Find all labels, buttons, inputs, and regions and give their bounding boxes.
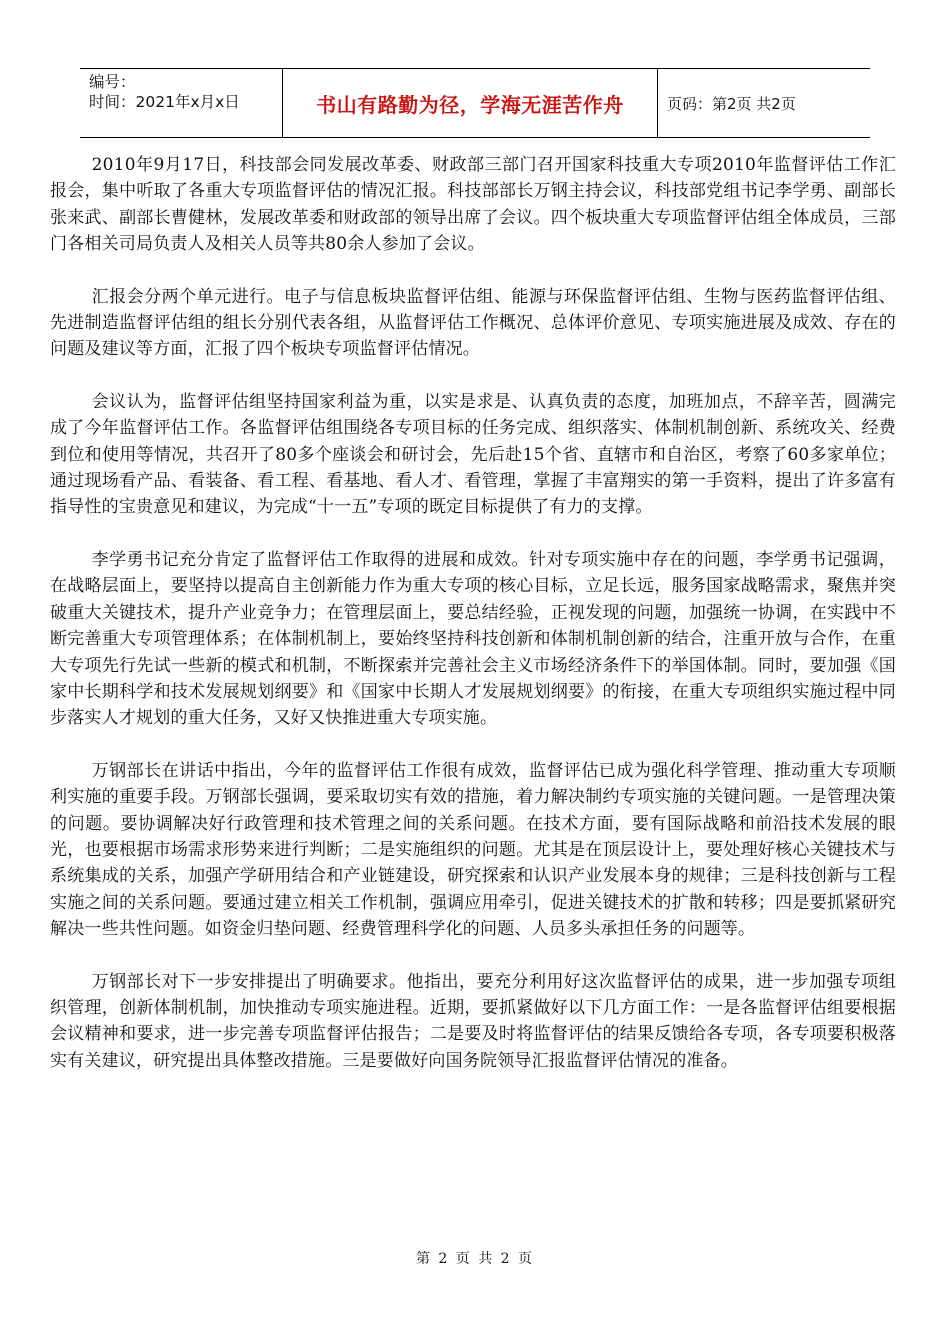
paragraph: 万钢部长在讲话中指出，今年的监督评估工作很有成效，监督评估已成为强化科学管理、推动重大专项顺利实施的重要手段。万钢部长强调，要采取切实有效的措施，着力解决制约专项实施的关键问题。一是管理决策的问题。要协调解决好行政管理和技术管理之间的关系问题。在技术方面，要有国际战略和前沿技术发展的眼光，也要根据市场需求形势来进行判断；二是实施组织的问题。尤其是在顶层设计上，要处理好核心关键技术与系统集成的关系，加强产学研用结合和产业链建设，研究探索和认识产业发展本身的规律；三是科技创新与工程实施之间的关系问题。要通过建立相关工作机制，强调应用牵引，促进关键技术的扩散和转移；四是要抓紧研究解决一些共性问题。如资金归垫问题、经费管理科学化的问题、人员多头承担任务的问题等。 [50, 760, 896, 940]
paragraph: 2010年9月17日，科技部会同发展改革委、财政部三部门召开国家科技重大专项2010年监督评估工作汇报会，集中听取了各重大专项监督评估的情况汇报。科技部部长万钢主持会议，科技部党组书记李学勇、副部长张来武、副部长曹健林，发展改革委和财政部的领导出席了会议。四个板块重大专项监督评估组全体成员，三部门各相关司局负责人及相关人员等共80余人参加了会议。 [50, 155, 896, 255]
page-footer: 第 2 页 共 2 页 [415, 1251, 535, 1267]
document-date: 时间：2021年x月x日 [89, 93, 240, 111]
paragraph: 会议认为，监督评估组坚持国家利益为重，以实是求是、认真负责的态度，加班加点，不辞辛苦，圆满完成了今年监督评估工作。各监督评估组围绕各专项目标的任务完成、组织落实、体制机制创新、系统攻关、经费到位和使用等情况，共召开了80多个座谈会和研讨会，先后赴15个省、直辖市和自治区，考察了60多家单位；通过现场看产品、看装备、看工程、看基地、看人才、看管理，掌握了丰富翔实的第一手资料，提出了许多富有指导性的宝贵意见和建议，为完成“十一五”专项的既定目标提供了有力的支撑。 [50, 391, 896, 518]
document-body [50, 152, 896, 1100]
paragraph: 李学勇书记充分肯定了监督评估工作取得的进展和成效。针对专项实施中存在的问题，李学勇书记强调，在战略层面上，要坚持以提高自主创新能力作为重大专项的核心目标，立足长远，服务国家战略需求，聚焦并突破重大关键技术，提升产业竞争力；在管理层面上，要总结经验，正视发现的问题，加强统一协调，在实践中不断完善重大专项管理体系；在体制机制上，要始终坚持科技创新和体制机制创新的结合，注重开放与合作，在重大专项先行先试一些新的模式和机制，不断探索并完善社会主义市场经济条件下的举国体制。同时，要加强《国家中长期科学和技术发展规划纲要》和《国家中长期人才发展规划纲要》的衔接，在重大专项组织实施过程中同步落实人才规划的重大任务，又好又快推进重大专项实施。 [50, 549, 896, 729]
header-motto: 书山有路勤为径，学海无涯苦作舟 [283, 69, 658, 137]
header-page-info: 页码：第2页 共2页 [667, 94, 796, 113]
paragraph: 汇报会分两个单元进行。电子与信息板块监督评估组、能源与环保监督评估组、生物与医药监督评估组、先进制造监督评估组的组长分别代表各组，从监督评估工作概况、总体评价意见、专项实施进展及成效、存在的问题及建议等方面，汇报了四个板块专项监督评估情况。 [50, 286, 896, 360]
document-number: 编号： [89, 73, 136, 91]
header-meta [80, 69, 283, 137]
document-header [80, 68, 870, 138]
paragraph: 万钢部长对下一步安排提出了明确要求。他指出，要充分利用好这次监督评估的成果，进一步加强专项组织管理，创新体制机制，加快推动专项实施进程。近期，要抓紧做好以下几方面工作：一是各监督评估组要根据会议精神和要求，进一步完善专项监督评估报告；二是要及时将监督评估的结果反馈给各专项，各专项要积极落实有关建议，研究提出具体整改措施。三是要做好向国务院领导汇报监督评估情况的准备。 [50, 971, 896, 1071]
